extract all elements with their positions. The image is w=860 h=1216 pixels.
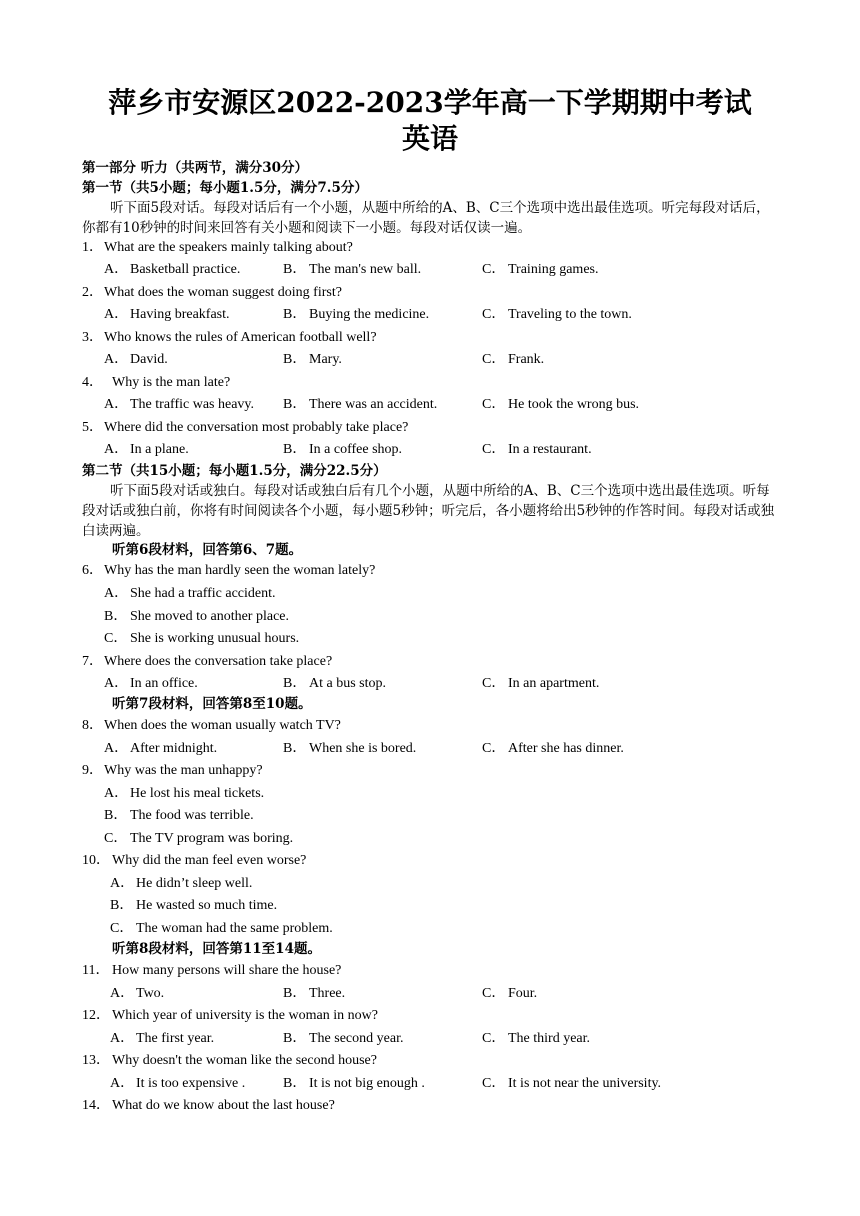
section2-heading: 第二节（共15小题；每小题1.5分，满分22.5分） — [82, 463, 387, 479]
q7-option-a: A． In an office. — [104, 676, 198, 691]
q7-option-b: B． At a bus stop. — [283, 676, 386, 691]
q13-option-a: A． It is too expensive . — [110, 1076, 246, 1091]
question-6: 6．Why has the man hardly seen the woman lately? — [82, 563, 376, 578]
q4-option-c: C． He took the wrong bus. — [482, 397, 640, 412]
part1-heading: 第一部分 听力（共两节，满分30分） — [82, 160, 308, 176]
q12-option-c: C． The third year. — [482, 1031, 591, 1046]
q5-option-c: C． In a restaurant. — [482, 442, 592, 457]
question-14: 14． What do we know about the last house? — [82, 1098, 335, 1113]
q1-option-c: C． Training games. — [482, 262, 599, 277]
q6-option-b: B． She moved to another place. — [104, 609, 290, 624]
material-7-note: 听第7段材料，回答第8至10题。 — [112, 696, 312, 712]
q11-option-c: C． Four. — [482, 986, 538, 1001]
question-7: 7．Where does the conversation take place? — [82, 654, 333, 669]
q2-option-b: B． Buying the medicine. — [283, 307, 430, 322]
q13-option-c: C． It is not near the university. — [482, 1076, 662, 1091]
q6-option-c: C． She is working unusual hours. — [104, 631, 300, 646]
q2-option-c: C． Traveling to the town. — [482, 307, 632, 322]
section2-instructions: 听下面5段对话或独白。每段对话或独白后有几个小题，从题中所给的A、B、C三个选项中选出最佳选项。听每段对话或独白前，你将有时间阅读各个小题，每小题5秒钟；听完后，各小题将给出5秒钟的作答时间。每段对话或独白读两遍。 — [82, 483, 775, 539]
question-8: 8．When does the woman usually watch TV? — [82, 718, 341, 733]
question-4: 4． Why is the man late? — [82, 375, 231, 390]
q6-option-a: A． She had a traffic accident. — [104, 586, 276, 601]
q12-option-b: B． The second year. — [283, 1031, 404, 1046]
q10-option-b: B． He wasted so much time. — [110, 898, 278, 913]
q8-option-b: B． When she is bored. — [283, 741, 417, 756]
question-3: 3．Who knows the rules of American football well? — [82, 330, 377, 345]
question-2: 2．What does the woman suggest doing first? — [82, 285, 342, 300]
section1-instructions: 听下面5段对话。每段对话后有一个小题，从题中所给的A、B、C三个选项中选出最佳选项。听完每段对话后，你都有10秒钟的时间来回答有关小题和阅读下一小题。每段对话仅读一遍。 — [82, 200, 770, 236]
question-10: 10． Why did the man feel even worse? — [82, 853, 307, 868]
q9-option-a: A． He lost his meal tickets. — [104, 786, 265, 801]
q11-option-a: A． Two. — [110, 986, 165, 1001]
q10-option-a: A． He didn’t sleep well. — [110, 876, 253, 891]
q1-option-a: A． Basketball practice. — [104, 262, 241, 277]
q8-option-c: C． After she has dinner. — [482, 741, 624, 756]
q12-option-a: A． The first year. — [110, 1031, 215, 1046]
q13-option-b: B． It is not big enough . — [283, 1076, 425, 1091]
q4-option-b: B． There was an accident. — [283, 397, 438, 412]
q3-option-b: B． Mary. — [283, 352, 342, 367]
q9-option-b: B． The food was terrible. — [104, 808, 254, 823]
question-5: 5．Where did the conversation most probably take place? — [82, 420, 409, 435]
q1-option-b: B． The man's new ball. — [283, 262, 422, 277]
q4-option-a: A． The traffic was heavy. — [104, 397, 254, 412]
q7-option-c: C． In an apartment. — [482, 676, 600, 691]
material-6-note: 听第6段材料，回答第6、7题。 — [112, 542, 303, 558]
exam-subject: 英语 — [401, 122, 458, 155]
question-12: 12． Which year of university is the woman in now? — [82, 1008, 378, 1023]
q9-option-c: C． The TV program was boring. — [104, 831, 294, 846]
section1-heading: 第一节（共5小题；每小题1.5分，满分7.5分） — [82, 180, 368, 196]
question-1: 1．What are the speakers mainly talking about? — [82, 240, 353, 255]
q8-option-a: A． After midnight. — [104, 741, 218, 756]
exam-title: 萍乡市安源区2022-2023学年高一下学期期中考试 — [108, 86, 752, 119]
q10-option-c: C． The woman had the same problem. — [110, 921, 333, 936]
q3-option-c: C． Frank. — [482, 352, 545, 367]
question-11: 11． How many persons will share the house? — [82, 963, 342, 978]
q3-option-a: A． David. — [104, 352, 168, 367]
q2-option-a: A． Having breakfast. — [104, 307, 230, 322]
material-8-note: 听第8段材料，回答第11至14题。 — [112, 941, 321, 957]
q5-option-b: B． In a coffee shop. — [283, 442, 403, 457]
q5-option-a: A． In a plane. — [104, 442, 189, 457]
question-13: 13． Why doesn't the woman like the second house? — [82, 1053, 377, 1068]
q11-option-b: B． Three. — [283, 986, 346, 1001]
question-9: 9．Why was the man unhappy? — [82, 763, 263, 778]
